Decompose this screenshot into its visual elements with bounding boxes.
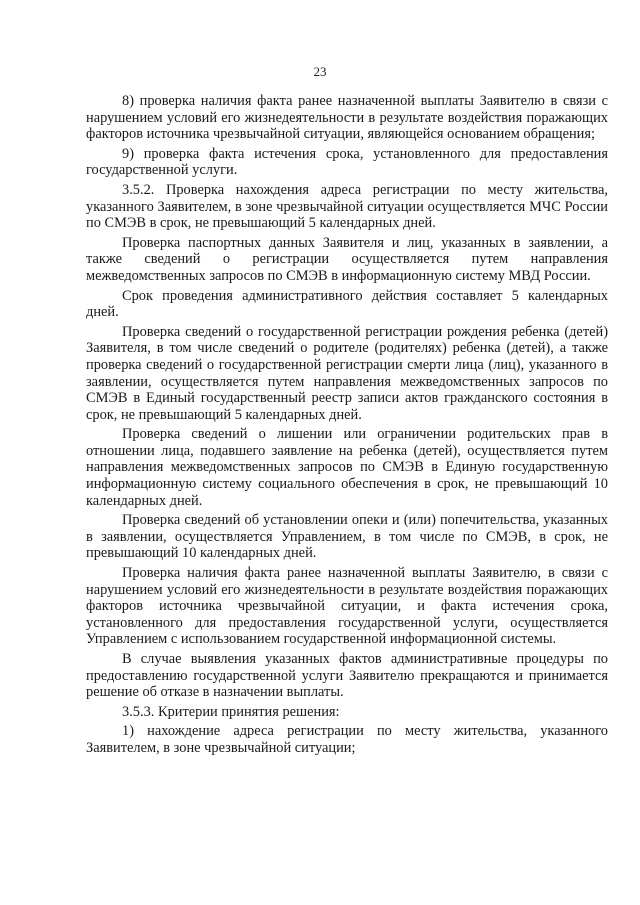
paragraph-refusal-decision: В случае выявления указанных фактов административные процедуры по предоставлению государственной услуги Заявителю прекращаются и принимается решение об отказе в назначении выплаты.	[86, 651, 608, 701]
paragraph-action-duration: Срок проведения административного действия составляет 5 календарных дней.	[86, 287, 608, 321]
paragraph-prior-payment-by-department: Проверка наличия факта ранее назначенной выплаты Заявителю, в связи с нарушением условий его жизнедеятельности в результате воздействия поражающих факторов источника чрезвычайной ситуации, и факта истечения срока, установленного для предоставления государственной услуги, осуществляется Управлением с использованием государственной информационной системы.	[86, 565, 608, 648]
paragraph-criterion-1: 1) нахождение адреса регистрации по месту жительства, указанного Заявителем, в зоне чрезвычайной ситуации;	[86, 723, 608, 756]
paragraph-passport-check: Проверка паспортных данных Заявителя и лиц, указанных в заявлении, а также сведений о регистрации осуществляется путем направления межведомственных запросов по СМЭВ в информационную систему МВД России.	[86, 234, 608, 284]
paragraph-check-prior-payment: 8) проверка наличия факта ранее назначенной выплаты Заявителю в связи с нарушением условий его жизнедеятельности в результате воздействия поражающих факторов источника чрезвычайной ситуации, являющейся основанием обращения;	[86, 93, 608, 143]
page-number: 23	[313, 64, 327, 79]
document-body	[86, 93, 608, 760]
paragraph-3-5-3-decision-criteria: 3.5.3. Критерии принятия решения:	[122, 703, 340, 720]
paragraph-guardianship-check: Проверка сведений об установлении опеки и (или) попечительства, указанных в заявлении, осуществляется Управлением, в том числе по СМЭВ, в срок, не превышающий 10 календарных дней.	[86, 512, 608, 562]
paragraph-parental-rights-check: Проверка сведений о лишении или ограничении родительских прав в отношении лица, подавшего заявление на ребенка (детей), осуществляется путем направления межведомственных запросов по СМЭВ в Единую государственную информационную систему социального обеспечения в срок, не превышающий 10 календарных дней.	[86, 426, 608, 509]
paragraph-birth-registration-check: Проверка сведений о государственной регистрации рождения ребенка (детей) Заявителя, в том числе сведений о родителе (родителях) ребенка (детей), а также проверка сведений о государственной регистрации смерти лица (лиц), указанного в заявлении, осуществляется путем направления межведомственных запросов по СМЭВ в Единый государственный реестр записи актов гражданского состояния в срок, не превышающий 5 календарных дней.	[86, 323, 608, 423]
paragraph-3-5-2-address-check: 3.5.2. Проверка нахождения адреса регистрации по месту жительства, указанного Заявителем, в зоне чрезвычайной ситуации осуществляется МЧС России по СМЭВ в срок, не превышающий 5 календарных дней.	[86, 181, 608, 232]
paragraph-check-deadline: 9) проверка факта истечения срока, установленного для предоставления государственной услуги.	[86, 145, 608, 179]
